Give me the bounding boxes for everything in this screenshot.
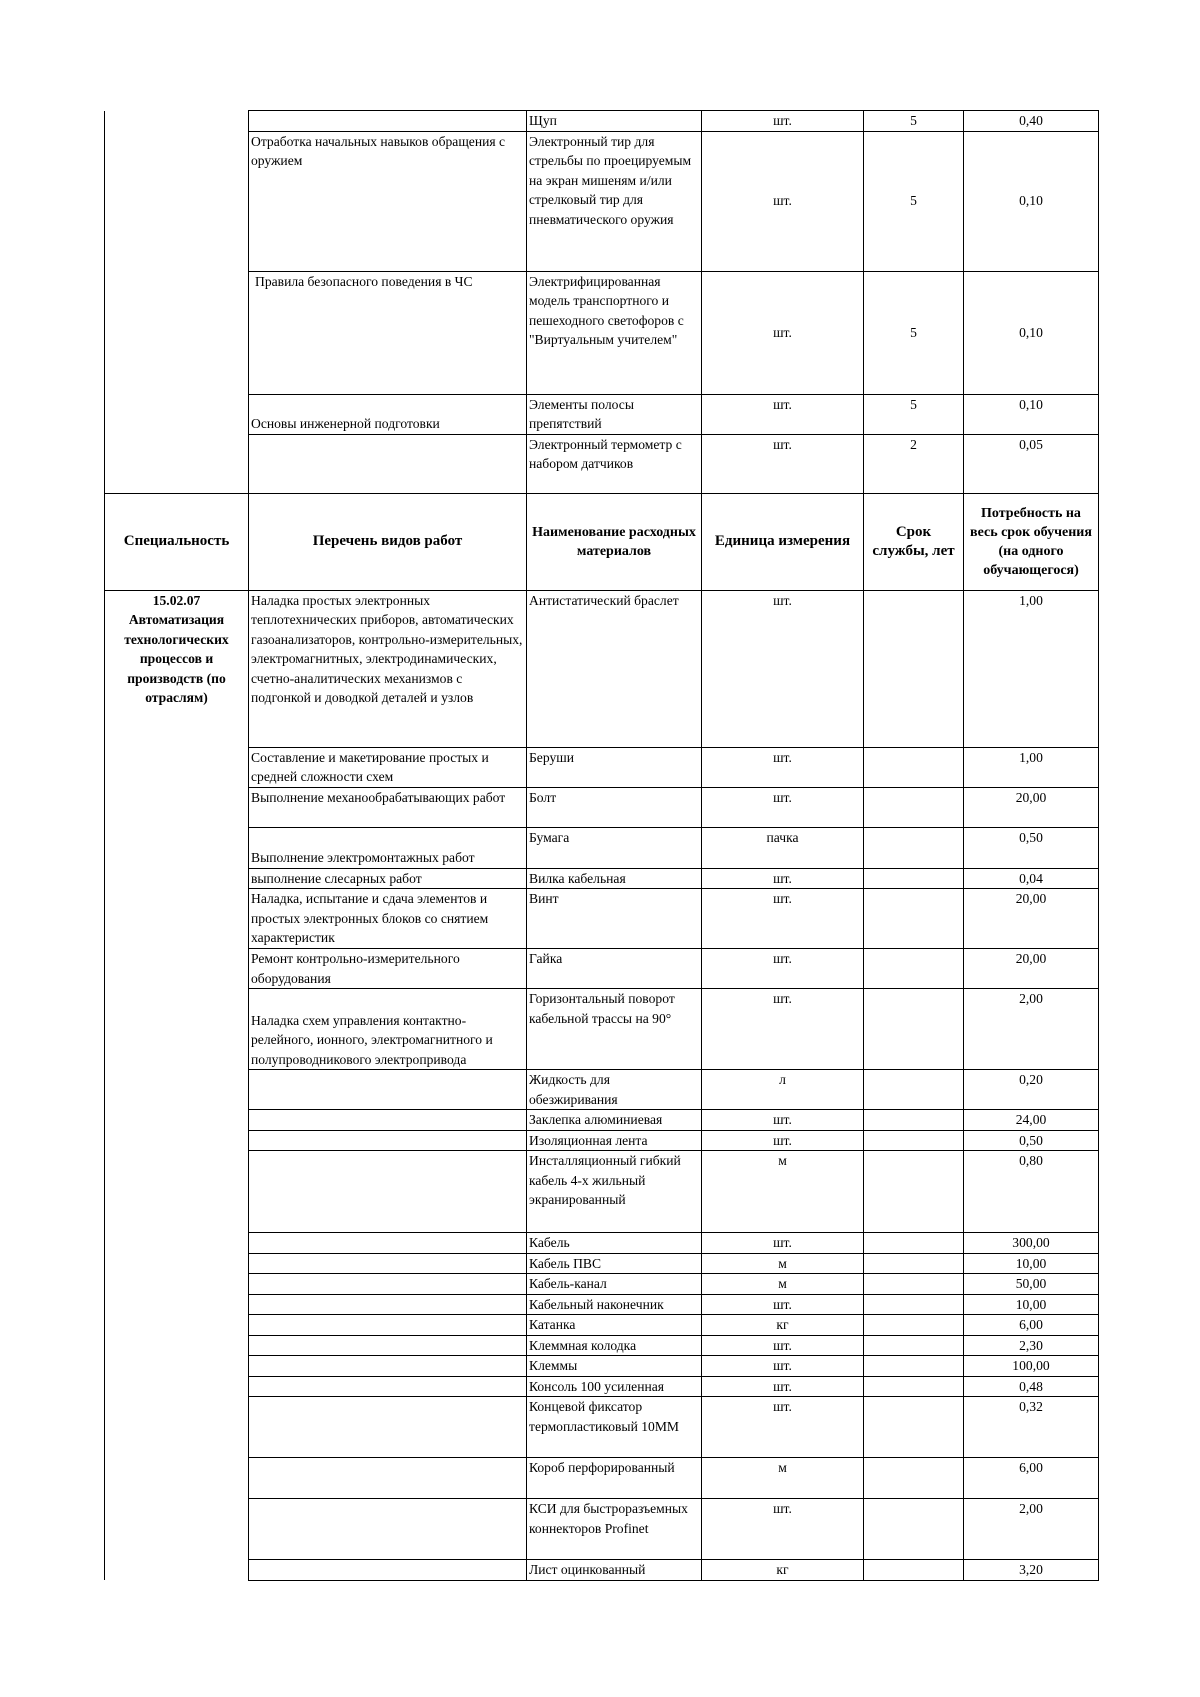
life-cell (864, 949, 964, 989)
life-cell (864, 1376, 964, 1397)
life-cell: 5 (864, 271, 964, 394)
need-cell: 0,32 (964, 1397, 1099, 1458)
material-cell: Кабель-канал (527, 1274, 702, 1295)
life-cell (864, 1130, 964, 1151)
work-cell (249, 1130, 527, 1151)
unit-cell: шт. (702, 111, 864, 132)
work-cell (249, 434, 527, 493)
table-row (105, 889, 1099, 949)
table-row (105, 1274, 1099, 1295)
need-cell: 300,00 (964, 1233, 1099, 1254)
unit-cell: м (702, 1274, 864, 1295)
unit-cell: шт. (702, 1499, 864, 1560)
table-header-row (105, 493, 1099, 590)
table-row (105, 131, 1099, 271)
life-cell: 5 (864, 394, 964, 434)
unit-cell: шт. (702, 1294, 864, 1315)
unit-cell: шт. (702, 787, 864, 827)
unit-cell: м (702, 1151, 864, 1233)
unit-cell: шт. (702, 131, 864, 271)
work-cell (249, 1274, 527, 1295)
need-cell: 2,30 (964, 1335, 1099, 1356)
material-cell: Клеммы (527, 1356, 702, 1377)
material-cell: Кабель ПВС (527, 1253, 702, 1274)
unit-cell: шт. (702, 1110, 864, 1131)
header-life: Срок службы, лет (864, 493, 964, 590)
table-row (105, 989, 1099, 1070)
table-row (105, 1070, 1099, 1110)
unit-cell: пачка (702, 827, 864, 868)
material-cell: Антистатический браслет (527, 590, 702, 747)
life-cell (864, 1335, 964, 1356)
unit-cell: кг (702, 1315, 864, 1336)
work-cell (249, 1110, 527, 1131)
need-cell: 0,40 (964, 111, 1099, 132)
material-cell: Винт (527, 889, 702, 949)
unit-cell: шт. (702, 1397, 864, 1458)
unit-cell: кг (702, 1560, 864, 1581)
unit-cell: шт. (702, 1356, 864, 1377)
table-row (105, 1253, 1099, 1274)
work-cell: Наладка схем управления контактно-релейного, ионного, электромагнитного и полупроводникового электропривода (249, 989, 527, 1070)
work-cell: Наладка простых электронных теплотехнических приборов, автоматических газоанализаторов, контрольно-измерительных, электромагнитных, электродинамических, счетно-аналитических механизмов с подгонкой и доводкой деталей и узлов (249, 590, 527, 747)
material-cell: Болт (527, 787, 702, 827)
life-cell (864, 1233, 964, 1254)
work-cell: Отработка начальных навыков обращения с оружием (249, 131, 527, 271)
unit-cell: шт. (702, 989, 864, 1070)
material-cell: Короб перфорированный (527, 1458, 702, 1499)
life-cell: 5 (864, 131, 964, 271)
need-cell: 3,20 (964, 1560, 1099, 1581)
table-row (105, 1376, 1099, 1397)
life-cell: 5 (864, 111, 964, 132)
header-specialty: Специальность (105, 493, 249, 590)
material-cell: Горизонтальный поворот кабельной трассы на 90° (527, 989, 702, 1070)
need-cell: 0,50 (964, 1130, 1099, 1151)
work-cell (249, 111, 527, 132)
material-cell: Консоль 100 усиленная (527, 1376, 702, 1397)
table-row (105, 747, 1099, 787)
life-cell (864, 1397, 964, 1458)
need-cell: 20,00 (964, 949, 1099, 989)
life-cell (864, 1560, 964, 1581)
table-row (105, 1499, 1099, 1560)
material-cell: Заклепка алюминиевая (527, 1110, 702, 1131)
need-cell: 0,10 (964, 131, 1099, 271)
material-cell: КСИ для быстроразъемных коннекторов Profinet (527, 1499, 702, 1560)
unit-cell: м (702, 1253, 864, 1274)
work-cell (249, 1356, 527, 1377)
life-cell (864, 1070, 964, 1110)
need-cell: 1,00 (964, 747, 1099, 787)
need-cell: 0,10 (964, 394, 1099, 434)
table-row (105, 1130, 1099, 1151)
material-cell: Инсталляционный гибкий кабель 4-х жильный экранированный (527, 1151, 702, 1233)
need-cell: 0,05 (964, 434, 1099, 493)
work-cell: Составление и макетирование простых и средней сложности схем (249, 747, 527, 787)
work-cell (249, 1335, 527, 1356)
need-cell: 0,10 (964, 271, 1099, 394)
work-cell (249, 1499, 527, 1560)
header-need: Потребность на весь срок обучения (на одного обучающегося) (964, 493, 1099, 590)
table-row (105, 1560, 1099, 1581)
unit-cell: шт. (702, 434, 864, 493)
table-row (105, 827, 1099, 868)
need-cell: 50,00 (964, 1274, 1099, 1295)
life-cell (864, 1356, 964, 1377)
specialty-name: 15.02.07 Автоматизация технологических процессов и производств (по отраслям) (124, 592, 229, 705)
life-cell: 2 (864, 434, 964, 493)
need-cell: 10,00 (964, 1253, 1099, 1274)
material-cell: Концевой фиксатор термопластиковый 10ММ (527, 1397, 702, 1458)
need-cell: 2,00 (964, 1499, 1099, 1560)
materials-table (104, 110, 1099, 1581)
table-row (105, 1233, 1099, 1254)
life-cell (864, 590, 964, 747)
unit-cell: шт. (702, 590, 864, 747)
material-cell: Катанка (527, 1315, 702, 1336)
need-cell: 0,20 (964, 1070, 1099, 1110)
life-cell (864, 1274, 964, 1295)
table-row (105, 434, 1099, 493)
life-cell (864, 868, 964, 889)
table-row (105, 1151, 1099, 1233)
material-cell: Кабельный наконечник (527, 1294, 702, 1315)
need-cell: 20,00 (964, 889, 1099, 949)
work-cell: Правила безопасного поведения в ЧС (249, 271, 527, 394)
work-cell: Выполнение электромонтажных работ (249, 827, 527, 868)
work-cell: Ремонт контрольно-измерительного оборудования (249, 949, 527, 989)
specialty-cell-empty (105, 111, 249, 494)
unit-cell: л (702, 1070, 864, 1110)
life-cell (864, 1499, 964, 1560)
header-materials: Наименование расходных материалов (527, 493, 702, 590)
header-works: Перечень видов работ (249, 493, 527, 590)
material-cell: Лист оцинкованный (527, 1560, 702, 1581)
work-cell (249, 1315, 527, 1336)
table-row (105, 1458, 1099, 1499)
life-cell (864, 827, 964, 868)
material-cell: Электронный тир для стрельбы по проецируемым на экран мишеням и/или стрелковый тир для пневматического оружия (527, 131, 702, 271)
need-cell: 6,00 (964, 1458, 1099, 1499)
work-cell (249, 1376, 527, 1397)
need-cell: 1,00 (964, 590, 1099, 747)
material-cell: Кабель (527, 1233, 702, 1254)
need-cell: 0,50 (964, 827, 1099, 868)
life-cell (864, 1151, 964, 1233)
table-row (105, 949, 1099, 989)
unit-cell: шт. (702, 868, 864, 889)
unit-cell: шт. (702, 1376, 864, 1397)
material-cell: Беруши (527, 747, 702, 787)
table-row (105, 111, 1099, 132)
material-cell: Электронный термометр с набором датчиков (527, 434, 702, 493)
work-cell (249, 1294, 527, 1315)
life-cell (864, 989, 964, 1070)
need-cell: 0,80 (964, 1151, 1099, 1233)
work-cell: Выполнение механообрабатывающих работ (249, 787, 527, 827)
unit-cell: шт. (702, 747, 864, 787)
unit-cell: шт. (702, 394, 864, 434)
header-unit: Единица измерения (702, 493, 864, 590)
unit-cell: шт. (702, 889, 864, 949)
need-cell: 24,00 (964, 1110, 1099, 1131)
material-cell: Изоляционная лента (527, 1130, 702, 1151)
work-cell (249, 1070, 527, 1110)
work-cell (249, 1458, 527, 1499)
work-cell: Основы инженерной подготовки (249, 394, 527, 434)
material-cell: Электрифицированная модель транспортного и пешеходного светофоров с "Виртуальным учителем" (527, 271, 702, 394)
life-cell (864, 747, 964, 787)
need-cell: 2,00 (964, 989, 1099, 1070)
material-cell: Гайка (527, 949, 702, 989)
work-cell: Наладка, испытание и сдача элементов и простых электронных блоков со снятием характеристик (249, 889, 527, 949)
unit-cell: шт. (702, 1335, 864, 1356)
table-row (105, 1397, 1099, 1458)
table-row (105, 1356, 1099, 1377)
work-cell (249, 1253, 527, 1274)
table-row (105, 1110, 1099, 1131)
life-cell (864, 1458, 964, 1499)
material-cell: Жидкость для обезжиривания (527, 1070, 702, 1110)
need-cell: 20,00 (964, 787, 1099, 827)
table-row (105, 1294, 1099, 1315)
work-cell (249, 1397, 527, 1458)
table-row (105, 394, 1099, 434)
table-row (105, 868, 1099, 889)
life-cell (864, 1110, 964, 1131)
material-cell: Элементы полосы препятствий (527, 394, 702, 434)
work-cell (249, 1151, 527, 1233)
unit-cell: шт. (702, 949, 864, 989)
table-row (105, 1335, 1099, 1356)
material-cell: Бумага (527, 827, 702, 868)
material-cell: Щуп (527, 111, 702, 132)
life-cell (864, 787, 964, 827)
need-cell: 0,04 (964, 868, 1099, 889)
need-cell: 100,00 (964, 1356, 1099, 1377)
need-cell: 10,00 (964, 1294, 1099, 1315)
need-cell: 6,00 (964, 1315, 1099, 1336)
unit-cell: шт. (702, 271, 864, 394)
unit-cell: шт. (702, 1233, 864, 1254)
unit-cell: м (702, 1458, 864, 1499)
need-cell: 0,48 (964, 1376, 1099, 1397)
table-row (105, 787, 1099, 827)
work-cell (249, 1233, 527, 1254)
life-cell (864, 889, 964, 949)
life-cell (864, 1294, 964, 1315)
table-row (105, 271, 1099, 394)
work-cell (249, 1560, 527, 1581)
work-cell: выполнение слесарных работ (249, 868, 527, 889)
material-cell: Вилка кабельная (527, 868, 702, 889)
unit-cell: шт. (702, 1130, 864, 1151)
life-cell (864, 1253, 964, 1274)
material-cell: Клеммная колодка (527, 1335, 702, 1356)
specialty-cell (105, 590, 249, 1580)
table-row (105, 590, 1099, 747)
table-row (105, 1315, 1099, 1336)
life-cell (864, 1315, 964, 1336)
